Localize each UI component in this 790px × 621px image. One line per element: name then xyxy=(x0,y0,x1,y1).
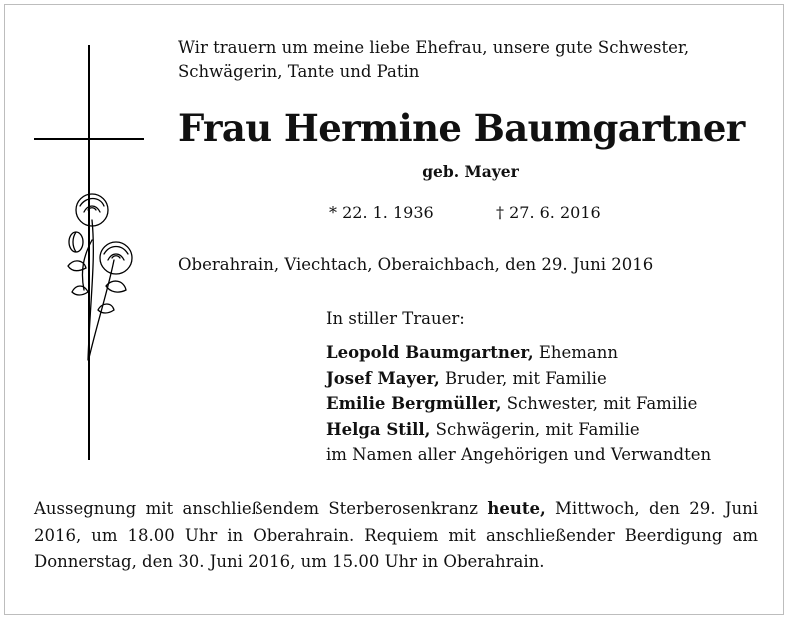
roses-icon xyxy=(62,180,142,365)
deceased-name: Frau Hermine Baumgartner xyxy=(178,106,745,150)
mourner-name: Leopold Baumgartner, xyxy=(326,343,534,362)
intro-text: Wir trauern um meine liebe Ehefrau, unsere gute Schwester, Schwägerin, Tante und Patin xyxy=(178,38,690,81)
funeral-details xyxy=(34,496,758,576)
mourner-relation: Schwester, mit Familie xyxy=(501,394,698,413)
place-and-date: Oberahrain, Viechtach, Oberaichbach, den 29. Juni 2016 xyxy=(178,255,654,274)
funeral-details-part1: Aussegnung mit anschließendem Sterberosenkranz xyxy=(34,499,488,518)
funeral-details-emphasis: heute, xyxy=(487,499,546,518)
mourner-line xyxy=(326,366,711,392)
mourner-relation: Schwägerin, mit Familie xyxy=(430,419,640,439)
mourners-list xyxy=(326,340,711,468)
mourner-line xyxy=(326,417,711,443)
birth-name: geb. Mayer xyxy=(422,162,519,181)
death-date: † 27. 6. 2016 xyxy=(496,203,601,222)
mourner-line xyxy=(326,391,711,417)
mourner-relation: im Namen aller Angehörigen und Verwandten xyxy=(326,445,712,464)
mourner-relation: Ehemann xyxy=(533,343,618,362)
mourner-name: Helga Still, xyxy=(326,419,431,439)
mourner-name: Josef Mayer, xyxy=(326,368,440,388)
funeral-details-part2: Mittwoch, den 29. Juni 2016, um 18.00 Uhr in Oberahrain. Requiem mit anschließender Beerdigung am Donnerstag, den 30. Juni 2016, um 15.00 Uhr in Oberahrain. xyxy=(34,499,759,571)
mourner-name: Emilie Bergmüller, xyxy=(326,394,502,413)
mourner-line xyxy=(326,442,711,468)
mourner-relation: Bruder, mit Familie xyxy=(439,368,607,388)
cross-bar xyxy=(34,138,144,140)
mourner-line xyxy=(326,340,711,366)
mourning-title: In stiller Trauer: xyxy=(326,309,465,328)
birth-date: * 22. 1. 1936 xyxy=(329,203,434,222)
